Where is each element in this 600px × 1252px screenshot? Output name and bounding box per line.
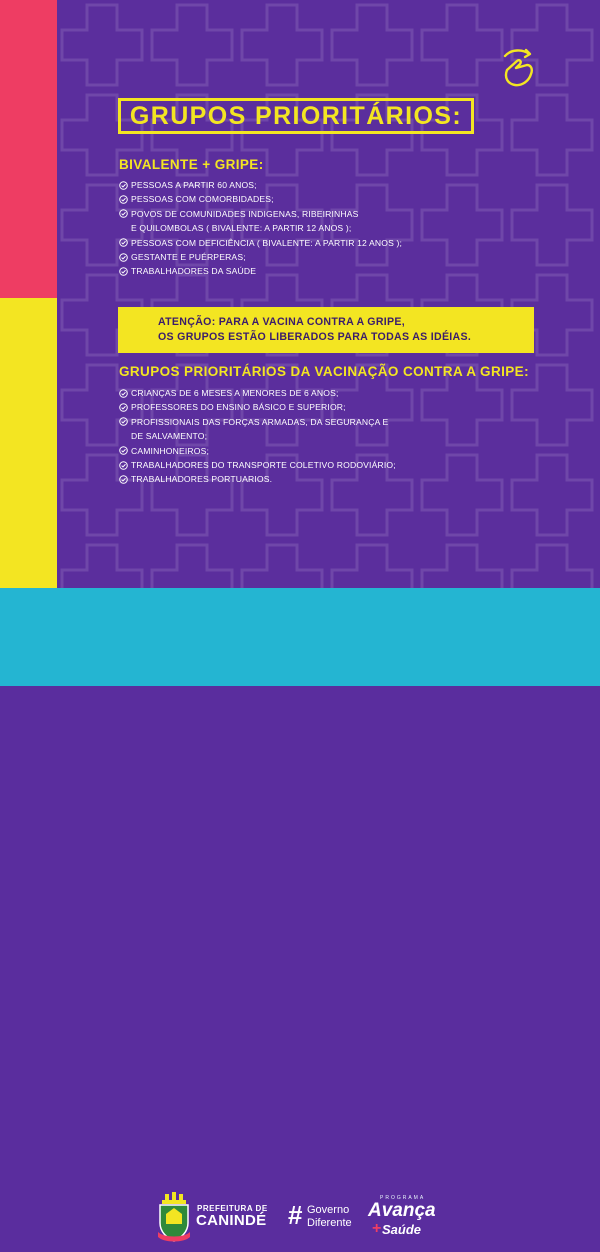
- list-item: [119, 207, 402, 236]
- check-circle-icon: [119, 403, 128, 412]
- check-circle-icon: [119, 238, 128, 247]
- check-circle-icon: [119, 267, 128, 276]
- hand-gesture-icon: [497, 46, 537, 92]
- governo-line-2: Diferente: [307, 1217, 352, 1229]
- attention-line-1: ATENÇÃO: PARA A VACINA CONTRA A GRIPE,: [158, 315, 406, 328]
- program-plus: +: [372, 1220, 382, 1237]
- list-item-text: PESSOAS A PARTIR 60 ANOS;: [131, 180, 257, 190]
- prefeitura-label: PREFEITURA DE: [197, 1204, 268, 1213]
- list-item: [119, 400, 396, 414]
- section-heading-gripe: GRUPOS PRIORITÁRIOS DA VACINAÇÃO CONTRA A GRIPE:: [119, 364, 529, 379]
- decorative-yellow-bar: [0, 298, 57, 588]
- list-item-text: TRABALHADORES PORTUARIOS.: [131, 474, 273, 485]
- check-circle-icon: [119, 181, 128, 190]
- attention-banner: [118, 307, 534, 353]
- gripe-list: [119, 386, 396, 487]
- program-label: PROGRAMA: [380, 1195, 426, 1201]
- list-item: [119, 178, 402, 192]
- list-item-text: CAMINHONEIROS;: [131, 445, 210, 456]
- list-item: [119, 415, 396, 444]
- program-name: Avança: [368, 1200, 436, 1221]
- city-crest-icon: [156, 1192, 192, 1246]
- list-item-text: PESSOAS COM COMORBIDADES;: [131, 194, 274, 205]
- list-item-text: CRIANÇAS DE 6 MESES A MENORES DE 6 ANOS;: [131, 388, 339, 398]
- list-item-text-continuation: E QUILOMBOLAS ( BIVALENTE: A PARTIR 12 ANOS );: [131, 223, 352, 234]
- list-item: [119, 444, 396, 458]
- list-item: [119, 264, 402, 278]
- list-item: [119, 472, 396, 486]
- list-item-text: PESSOAS COM DEFICIÊNCIA ( BIVALENTE: A PARTIR 12 ANOS );: [131, 237, 403, 248]
- check-circle-icon: [119, 417, 128, 426]
- governo-hash: #: [288, 1200, 303, 1230]
- prefeitura-name: CANINDÉ: [196, 1212, 267, 1229]
- check-circle-icon: [119, 461, 128, 470]
- page-title: GRUPOS PRIORITÁRIOS:: [129, 101, 463, 130]
- list-item: [119, 250, 402, 264]
- title-box: [118, 98, 474, 134]
- list-item: [119, 236, 402, 250]
- bivalente-list: [119, 178, 402, 279]
- check-circle-icon: [119, 446, 128, 455]
- governo-line-1: Governo: [307, 1204, 350, 1216]
- check-circle-icon: [119, 209, 128, 218]
- attention-line-2: OS GRUPOS ESTÃO LIBERADOS PARA TODAS AS IDÉIAS.: [158, 331, 472, 343]
- list-item-text: POVOS DE COMUNIDADES INDIGENAS, RIBEIRINHAS: [131, 208, 359, 219]
- decorative-pink-bar: [0, 0, 57, 298]
- section-heading-bivalente: BIVALENTE + GRIPE:: [119, 157, 264, 172]
- list-item-text-continuation: DE SALVAMENTO;: [131, 431, 208, 442]
- footer: [0, 588, 600, 1237]
- check-circle-icon: [119, 195, 128, 204]
- list-item: [119, 192, 402, 206]
- check-circle-icon: [119, 253, 128, 262]
- list-item-text: PROFESSORES DO ENSINO BÁSICO E SUPERIOR;: [131, 402, 346, 413]
- check-circle-icon: [119, 389, 128, 398]
- footer-logos: [156, 1192, 456, 1252]
- list-item-text: GESTANTE E PUÉRPERAS;: [131, 252, 246, 263]
- list-item: [119, 458, 396, 472]
- list-item-text: PROFISSIONAIS DAS FORÇAS ARMADAS, DA SEGURANÇA E: [131, 416, 389, 427]
- program-sub: Saúde: [382, 1222, 422, 1237]
- list-item: [119, 386, 396, 400]
- list-item-text: TRABALHADORES DA SAÚDE: [131, 266, 257, 277]
- check-circle-icon: [119, 475, 128, 484]
- list-item-text: TRABALHADORES DO TRANSPORTE COLETIVO RODOVIÁRIO;: [131, 460, 396, 471]
